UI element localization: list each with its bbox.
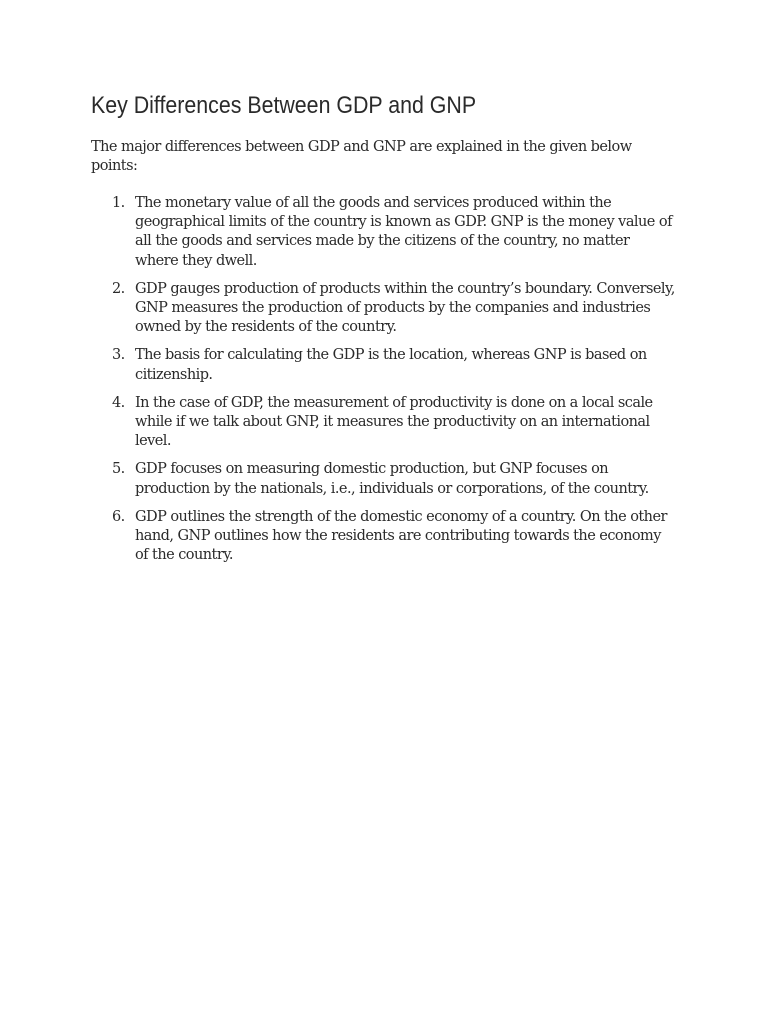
list-item [91,460,676,498]
list-item-text: In the case of GDP, the measurement of productivity is done on a local scale while if we talk about GNP, it measures the productivity on an international level. [135,394,653,450]
intro-paragraph: The major differences between GDP and GNP are explained in the given below points: [91,139,632,174]
list-item-number: 5. [112,461,125,478]
list-item-number: 4. [112,394,125,411]
list-item [91,508,676,566]
list-item [91,346,676,384]
list-item-text: GDP gauges production of products within the country’s boundary. Conversely, GNP measures the production of products by the companies and industries owned by the residents of the country. [135,280,675,336]
list-item [91,194,676,271]
list-item-text: The monetary value of all the goods and services produced within the geographical limits of the country is known as GDP. GNP is the money value of all the goods and services made by the citizens of the country, no matter where they dwell. [135,195,672,269]
list-item-text: The basis for calculating the GDP is the location, whereas GNP is based on citizenship. [135,347,647,383]
list-item-number: 6. [112,508,125,525]
differences-list [91,194,676,574]
list-item-text: GDP focuses on measuring domestic production, but GNP focuses on production by the nationals, i.e., individuals or corporations, of the country. [135,461,649,497]
document-heading: Key Differences Between GDP and GNP [91,92,477,119]
list-item [91,394,676,452]
list-item [91,280,676,338]
list-item-number: 1. [112,195,125,211]
list-item-text: GDP outlines the strength of the domestic economy of a country. On the other hand, GNP outlines how the residents are contributing towards the economy of the country. [135,508,667,564]
list-item-number: 3. [112,347,125,364]
list-item-number: 2. [112,280,125,297]
